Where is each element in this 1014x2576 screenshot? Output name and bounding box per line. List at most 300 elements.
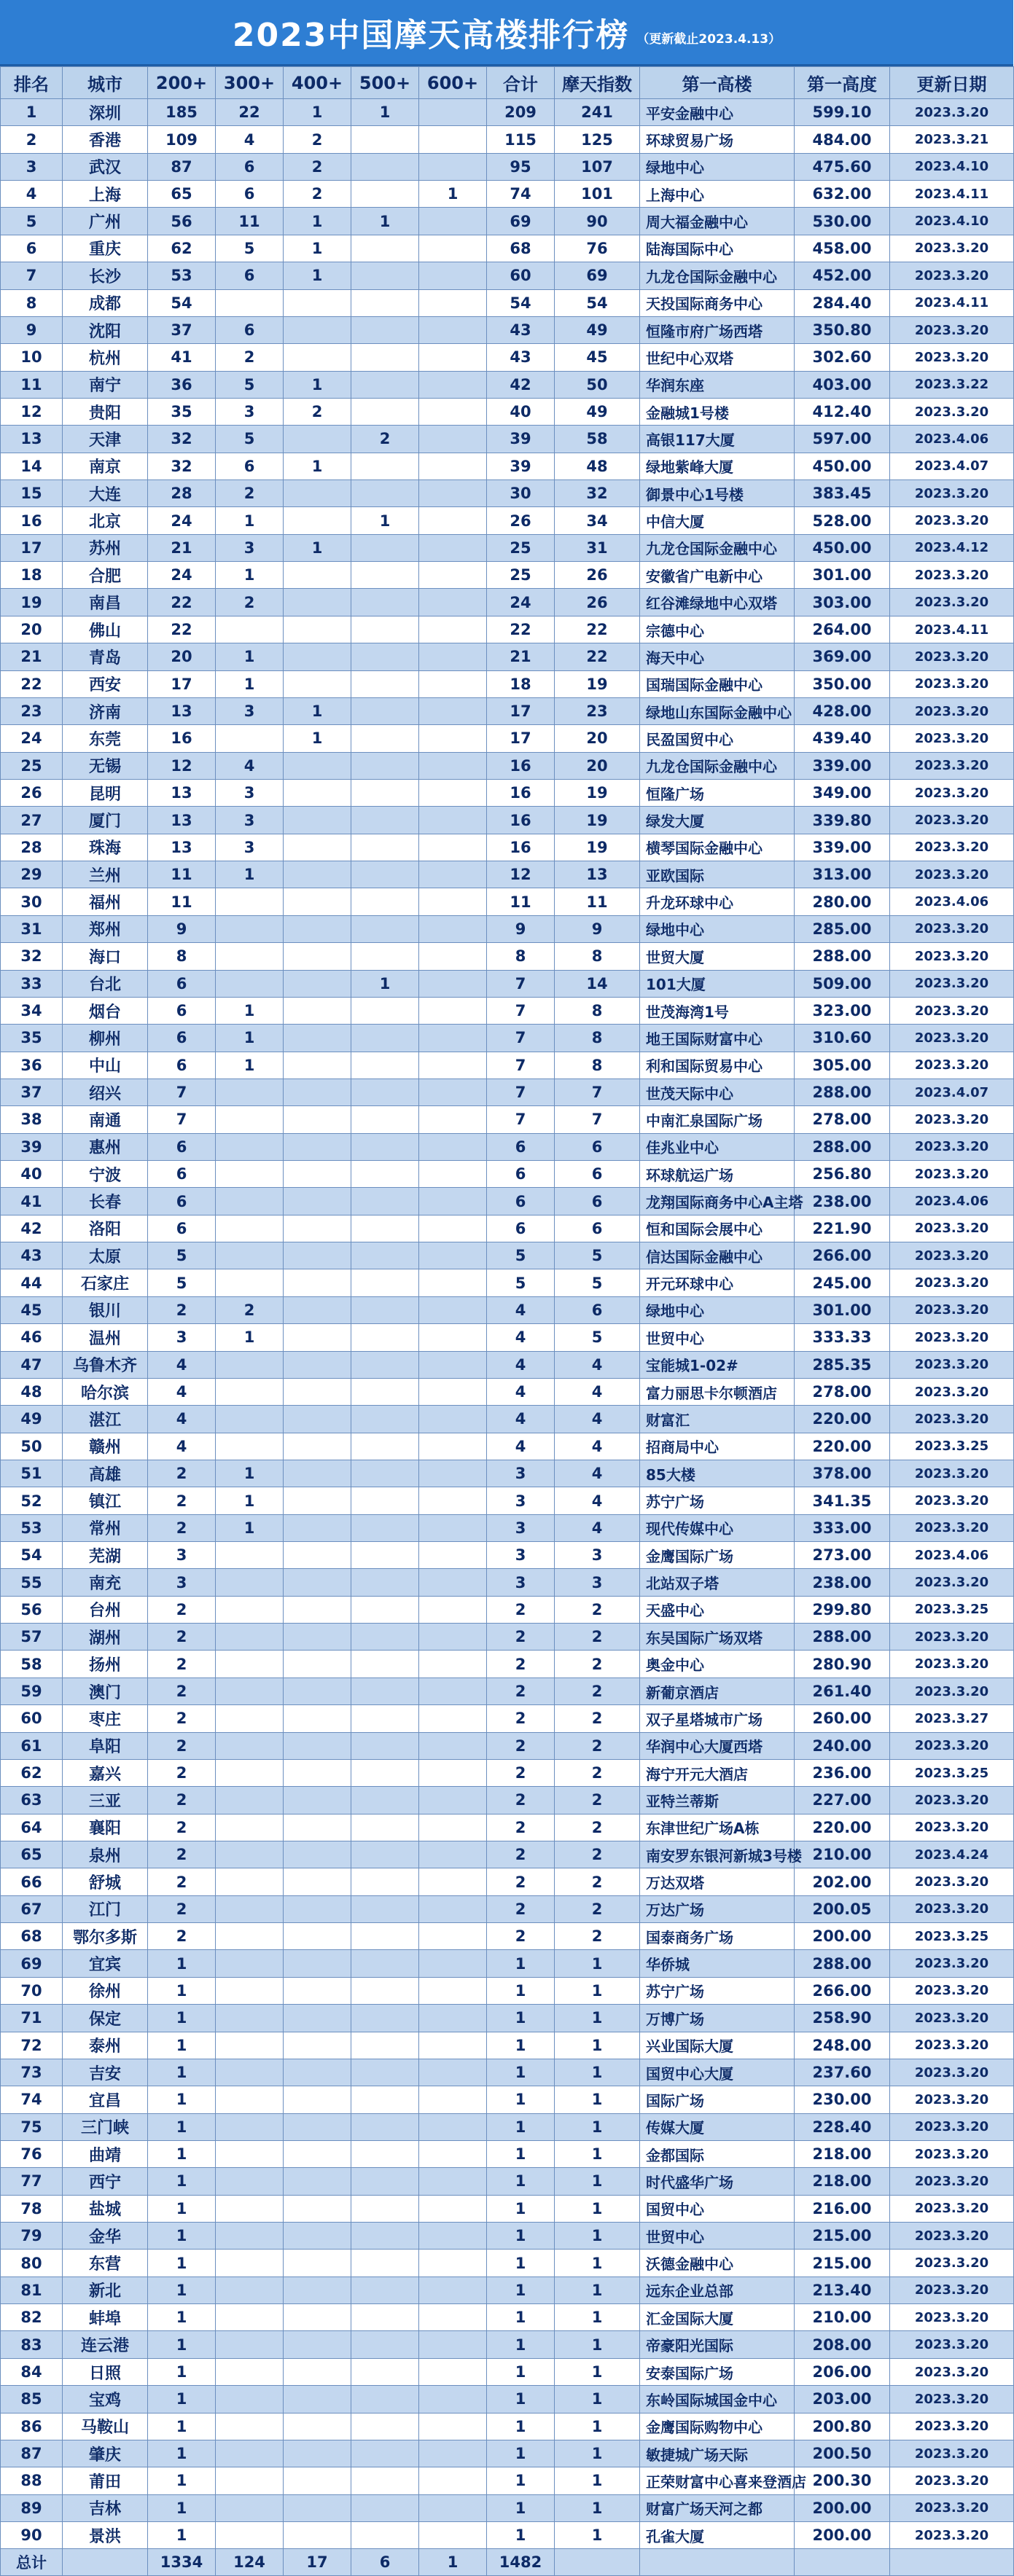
city-cell: 杭州 bbox=[63, 344, 148, 371]
table-row bbox=[1, 1351, 1014, 1378]
count-500-cell bbox=[351, 1460, 419, 1487]
total-cell: 11 bbox=[487, 888, 555, 915]
total-row bbox=[1, 2549, 1014, 2576]
count-600-cell bbox=[419, 643, 487, 670]
date-cell: 2023.3.20 bbox=[890, 970, 1014, 997]
count-400-cell bbox=[284, 589, 351, 616]
total-cell: 2 bbox=[487, 1841, 555, 1868]
table-row bbox=[1, 480, 1014, 507]
total-cell: 2 bbox=[487, 1868, 555, 1895]
city-cell: 南通 bbox=[63, 1106, 148, 1133]
count-600-cell bbox=[419, 861, 487, 888]
city-cell: 惠州 bbox=[63, 1133, 148, 1160]
total-cell: 60 bbox=[487, 262, 555, 289]
count-600-cell bbox=[419, 2195, 487, 2222]
building-cell: 绿地中心 bbox=[640, 1296, 795, 1323]
total-cell: 2 bbox=[487, 1705, 555, 1732]
count-300-cell bbox=[216, 2494, 284, 2521]
total-cell: 4 bbox=[487, 1324, 555, 1351]
count-300-cell: 11 bbox=[216, 208, 284, 235]
building-cell: 民盈国贸中心 bbox=[640, 725, 795, 752]
count-500-cell bbox=[351, 1378, 419, 1405]
total-cell: 16 bbox=[487, 779, 555, 806]
city-cell: 济南 bbox=[63, 697, 148, 724]
ranking-table bbox=[0, 66, 1014, 2576]
height-cell: 218.00 bbox=[795, 2140, 890, 2167]
total-cell: 1 bbox=[487, 2440, 555, 2467]
table-row bbox=[1, 2250, 1014, 2276]
count-300-cell: 1 bbox=[216, 1052, 284, 1078]
table-row bbox=[1, 1923, 1014, 1950]
count-200-cell: 1 bbox=[148, 2059, 216, 2086]
city-cell: 宝鸡 bbox=[63, 2386, 148, 2413]
height-cell: 237.60 bbox=[795, 2059, 890, 2086]
count-300-cell bbox=[216, 2440, 284, 2467]
date-cell: 2023.3.20 bbox=[890, 1787, 1014, 1814]
city-cell: 日照 bbox=[63, 2358, 148, 2385]
count-400-cell bbox=[284, 1269, 351, 1296]
count-400-cell bbox=[284, 2413, 351, 2440]
city-cell: 常州 bbox=[63, 1514, 148, 1541]
count-600-cell bbox=[419, 2386, 487, 2413]
count-600-cell bbox=[419, 2250, 487, 2276]
count-600-cell bbox=[419, 1705, 487, 1732]
date-cell: 2023.3.20 bbox=[890, 1324, 1014, 1351]
count-600-cell bbox=[419, 534, 487, 561]
count-500-cell bbox=[351, 1406, 419, 1433]
count-300-cell bbox=[216, 1977, 284, 2004]
building-cell: 85大楼 bbox=[640, 1460, 795, 1487]
rank-cell: 90 bbox=[1, 2521, 63, 2548]
total-cell: 6 bbox=[487, 1215, 555, 1242]
building-cell: 海天中心 bbox=[640, 643, 795, 670]
count-500-cell bbox=[351, 181, 419, 208]
count-300-cell: 2 bbox=[216, 480, 284, 507]
total-count-600-cell: 1 bbox=[419, 2549, 487, 2576]
count-200-cell: 2 bbox=[148, 1296, 216, 1323]
count-600-cell bbox=[419, 670, 487, 697]
count-500-cell bbox=[351, 480, 419, 507]
rank-cell: 75 bbox=[1, 2113, 63, 2140]
city-cell: 高雄 bbox=[63, 1460, 148, 1487]
count-300-cell bbox=[216, 1378, 284, 1405]
rank-cell: 58 bbox=[1, 1651, 63, 1677]
index-cell: 2 bbox=[555, 1651, 640, 1677]
count-500-cell bbox=[351, 398, 419, 425]
table-row bbox=[1, 2113, 1014, 2140]
building-cell: 沃德金融中心 bbox=[640, 2250, 795, 2276]
count-200-cell: 1 bbox=[148, 2467, 216, 2494]
count-400-cell bbox=[284, 507, 351, 534]
height-cell: 530.00 bbox=[795, 208, 890, 235]
count-600-cell bbox=[419, 235, 487, 262]
height-cell: 458.00 bbox=[795, 235, 890, 262]
count-300-cell bbox=[216, 1895, 284, 1922]
table-row bbox=[1, 1759, 1014, 1786]
count-200-cell: 11 bbox=[148, 888, 216, 915]
count-400-cell bbox=[284, 1351, 351, 1378]
index-cell: 1 bbox=[555, 2386, 640, 2413]
total-cell: 1 bbox=[487, 2168, 555, 2195]
count-600-cell bbox=[419, 2304, 487, 2331]
rank-cell: 70 bbox=[1, 1977, 63, 2004]
total-cell: 30 bbox=[487, 480, 555, 507]
count-200-cell: 22 bbox=[148, 616, 216, 643]
total-count-200-cell: 1334 bbox=[148, 2549, 216, 2576]
count-200-cell: 2 bbox=[148, 1895, 216, 1922]
count-500-cell bbox=[351, 2005, 419, 2032]
table-row bbox=[1, 1651, 1014, 1677]
building-cell: 地王国际财富中心 bbox=[640, 1025, 795, 1052]
rank-cell: 7 bbox=[1, 262, 63, 289]
date-cell: 2023.4.24 bbox=[890, 1841, 1014, 1868]
count-200-cell: 185 bbox=[148, 99, 216, 126]
rank-cell: 51 bbox=[1, 1460, 63, 1487]
count-300-cell bbox=[216, 888, 284, 915]
index-cell: 4 bbox=[555, 1378, 640, 1405]
count-400-cell bbox=[284, 915, 351, 942]
count-400-cell: 1 bbox=[284, 697, 351, 724]
total-cell: 3 bbox=[487, 1569, 555, 1596]
count-300-cell bbox=[216, 2059, 284, 2086]
total-cell: 2 bbox=[487, 1895, 555, 1922]
date-cell: 2023.4.07 bbox=[890, 453, 1014, 479]
height-cell: 213.40 bbox=[795, 2276, 890, 2303]
building-cell: 横琴国际金融中心 bbox=[640, 834, 795, 861]
date-cell: 2023.3.20 bbox=[890, 1514, 1014, 1541]
table-row bbox=[1, 208, 1014, 235]
count-300-cell: 3 bbox=[216, 398, 284, 425]
count-400-cell: 1 bbox=[284, 453, 351, 479]
index-cell: 22 bbox=[555, 643, 640, 670]
count-400-cell bbox=[284, 1759, 351, 1786]
height-cell: 230.00 bbox=[795, 2086, 890, 2113]
total-cell: 1 bbox=[487, 2331, 555, 2358]
height-cell: 215.00 bbox=[795, 2223, 890, 2250]
total-cell: 7 bbox=[487, 1078, 555, 1105]
count-300-cell bbox=[216, 1950, 284, 1977]
total-cell: 5 bbox=[487, 1269, 555, 1296]
count-600-cell bbox=[419, 289, 487, 316]
city-cell: 上海 bbox=[63, 181, 148, 208]
count-300-cell: 5 bbox=[216, 371, 284, 398]
count-400-cell bbox=[284, 2250, 351, 2276]
count-300-cell: 6 bbox=[216, 316, 284, 343]
count-200-cell: 53 bbox=[148, 262, 216, 289]
height-cell: 428.00 bbox=[795, 697, 890, 724]
count-300-cell: 1 bbox=[216, 643, 284, 670]
rank-cell: 22 bbox=[1, 670, 63, 697]
building-cell: 富力丽思卡尔顿酒店 bbox=[640, 1378, 795, 1405]
date-cell: 2023.3.20 bbox=[890, 1296, 1014, 1323]
count-400-cell bbox=[284, 1732, 351, 1759]
count-300-cell bbox=[216, 1868, 284, 1895]
count-500-cell bbox=[351, 1677, 419, 1704]
count-600-cell bbox=[419, 1215, 487, 1242]
table-row bbox=[1, 779, 1014, 806]
count-600-cell bbox=[419, 807, 487, 834]
rank-cell: 87 bbox=[1, 2440, 63, 2467]
count-500-cell bbox=[351, 752, 419, 779]
building-cell: 红谷滩绿地中心双塔 bbox=[640, 589, 795, 616]
total-cell: 2 bbox=[487, 1923, 555, 1950]
count-300-cell: 3 bbox=[216, 807, 284, 834]
date-cell: 2023.4.06 bbox=[890, 426, 1014, 453]
count-300-cell bbox=[216, 1406, 284, 1433]
index-cell: 1 bbox=[555, 2250, 640, 2276]
table-row bbox=[1, 2086, 1014, 2113]
table-row bbox=[1, 725, 1014, 752]
building-cell: 远东企业总部 bbox=[640, 2276, 795, 2303]
count-300-cell bbox=[216, 2113, 284, 2140]
height-cell: 280.00 bbox=[795, 888, 890, 915]
date-cell: 2023.3.20 bbox=[890, 943, 1014, 970]
count-600-cell bbox=[419, 2413, 487, 2440]
count-600-cell bbox=[419, 1324, 487, 1351]
count-500-cell: 1 bbox=[351, 208, 419, 235]
index-cell: 5 bbox=[555, 1324, 640, 1351]
total-cell: 7 bbox=[487, 1052, 555, 1078]
count-400-cell bbox=[284, 344, 351, 371]
index-cell: 4 bbox=[555, 1487, 640, 1514]
table-row bbox=[1, 235, 1014, 262]
index-cell: 3 bbox=[555, 1569, 640, 1596]
count-500-cell bbox=[351, 861, 419, 888]
height-cell: 202.00 bbox=[795, 1868, 890, 1895]
count-200-cell: 1 bbox=[148, 2331, 216, 2358]
count-300-cell bbox=[216, 1161, 284, 1188]
date-cell: 2023.4.11 bbox=[890, 616, 1014, 643]
count-400-cell bbox=[284, 2005, 351, 2032]
count-200-cell: 4 bbox=[148, 1378, 216, 1405]
height-cell: 227.00 bbox=[795, 1787, 890, 1814]
city-cell: 太原 bbox=[63, 1242, 148, 1269]
building-cell: 恒隆市府广场西塔 bbox=[640, 316, 795, 343]
count-500-cell bbox=[351, 2331, 419, 2358]
date-cell: 2023.3.20 bbox=[890, 344, 1014, 371]
count-200-cell: 2 bbox=[148, 1868, 216, 1895]
city-cell: 柳州 bbox=[63, 1025, 148, 1052]
date-cell: 2023.3.20 bbox=[890, 1106, 1014, 1133]
column-header-rank: 排名 bbox=[1, 67, 63, 99]
total-cell: 3 bbox=[487, 1514, 555, 1541]
index-cell: 1 bbox=[555, 2140, 640, 2167]
date-cell: 2023.4.10 bbox=[890, 208, 1014, 235]
city-cell: 北京 bbox=[63, 507, 148, 534]
rank-cell: 73 bbox=[1, 2059, 63, 2086]
count-200-cell: 1 bbox=[148, 2032, 216, 2059]
table-row bbox=[1, 1133, 1014, 1160]
city-cell: 蚌埠 bbox=[63, 2304, 148, 2331]
building-cell: 环球贸易广场 bbox=[640, 126, 795, 153]
index-cell: 241 bbox=[555, 99, 640, 126]
table-row bbox=[1, 1269, 1014, 1296]
count-500-cell bbox=[351, 643, 419, 670]
count-600-cell bbox=[419, 507, 487, 534]
column-header-city: 城市 bbox=[63, 67, 148, 99]
rank-cell: 21 bbox=[1, 643, 63, 670]
building-cell: 绿地紫峰大厦 bbox=[640, 453, 795, 479]
height-cell: 260.00 bbox=[795, 1705, 890, 1732]
city-cell: 镇江 bbox=[63, 1487, 148, 1514]
count-500-cell bbox=[351, 1868, 419, 1895]
date-cell: 2023.4.11 bbox=[890, 289, 1014, 316]
count-400-cell bbox=[284, 2521, 351, 2548]
count-400-cell bbox=[284, 2304, 351, 2331]
count-200-cell: 2 bbox=[148, 1732, 216, 1759]
index-cell: 2 bbox=[555, 1814, 640, 1841]
total-cell: 4 bbox=[487, 1378, 555, 1405]
height-cell: 288.00 bbox=[795, 1624, 890, 1651]
height-cell: 509.00 bbox=[795, 970, 890, 997]
table-row bbox=[1, 2386, 1014, 2413]
count-300-cell: 3 bbox=[216, 834, 284, 861]
city-cell: 景洪 bbox=[63, 2521, 148, 2548]
building-cell: 财富广场天河之都 bbox=[640, 2494, 795, 2521]
count-200-cell: 1 bbox=[148, 2494, 216, 2521]
city-cell: 舒城 bbox=[63, 1868, 148, 1895]
count-400-cell bbox=[284, 2059, 351, 2086]
index-cell: 3 bbox=[555, 1542, 640, 1569]
table-row bbox=[1, 888, 1014, 915]
count-600-cell bbox=[419, 262, 487, 289]
date-cell: 2023.3.20 bbox=[890, 1624, 1014, 1651]
table-row bbox=[1, 2032, 1014, 2059]
count-200-cell: 28 bbox=[148, 480, 216, 507]
index-cell: 2 bbox=[555, 1624, 640, 1651]
count-200-cell: 8 bbox=[148, 943, 216, 970]
count-600-cell bbox=[419, 2140, 487, 2167]
total-cell: 2 bbox=[487, 1596, 555, 1623]
total-cell: 1 bbox=[487, 2467, 555, 2494]
count-500-cell bbox=[351, 1814, 419, 1841]
count-200-cell: 1 bbox=[148, 1977, 216, 2004]
rank-cell: 4 bbox=[1, 181, 63, 208]
total-cell: 1 bbox=[487, 2086, 555, 2113]
date-cell: 2023.3.20 bbox=[890, 1651, 1014, 1677]
city-cell: 昆明 bbox=[63, 779, 148, 806]
rank-cell: 76 bbox=[1, 2140, 63, 2167]
city-cell: 南充 bbox=[63, 1569, 148, 1596]
count-500-cell bbox=[351, 2494, 419, 2521]
rank-cell: 86 bbox=[1, 2413, 63, 2440]
count-600-cell bbox=[419, 1514, 487, 1541]
height-cell: 339.00 bbox=[795, 752, 890, 779]
table-row bbox=[1, 2413, 1014, 2440]
height-cell: 240.00 bbox=[795, 1732, 890, 1759]
index-cell: 1 bbox=[555, 2494, 640, 2521]
index-cell: 48 bbox=[555, 453, 640, 479]
height-cell: 313.00 bbox=[795, 861, 890, 888]
table-row bbox=[1, 1514, 1014, 1541]
building-cell: 金鹰国际广场 bbox=[640, 1542, 795, 1569]
height-cell: 303.00 bbox=[795, 589, 890, 616]
index-cell: 8 bbox=[555, 943, 640, 970]
count-500-cell bbox=[351, 915, 419, 942]
height-cell: 333.00 bbox=[795, 1514, 890, 1541]
rank-cell: 25 bbox=[1, 752, 63, 779]
total-cell: 1 bbox=[487, 2386, 555, 2413]
height-cell: 220.00 bbox=[795, 1406, 890, 1433]
date-cell: 2023.3.20 bbox=[890, 1677, 1014, 1704]
height-cell: 339.80 bbox=[795, 807, 890, 834]
count-500-cell bbox=[351, 1296, 419, 1323]
rank-cell: 85 bbox=[1, 2386, 63, 2413]
count-300-cell bbox=[216, 1814, 284, 1841]
date-cell: 2023.3.20 bbox=[890, 1133, 1014, 1160]
count-600-cell bbox=[419, 2059, 487, 2086]
rank-cell: 59 bbox=[1, 1677, 63, 1704]
index-cell: 49 bbox=[555, 316, 640, 343]
count-600-cell bbox=[419, 1188, 487, 1215]
table-row bbox=[1, 2005, 1014, 2032]
rank-cell: 29 bbox=[1, 861, 63, 888]
total-cell: 18 bbox=[487, 670, 555, 697]
total-cell: 6 bbox=[487, 1161, 555, 1188]
count-400-cell bbox=[284, 1705, 351, 1732]
city-cell: 宜昌 bbox=[63, 2086, 148, 2113]
total-cell: 1 bbox=[487, 2413, 555, 2440]
count-500-cell bbox=[351, 807, 419, 834]
city-cell: 枣庄 bbox=[63, 1705, 148, 1732]
city-cell: 成都 bbox=[63, 289, 148, 316]
table-row bbox=[1, 1378, 1014, 1405]
count-500-cell: 1 bbox=[351, 99, 419, 126]
city-cell: 西宁 bbox=[63, 2168, 148, 2195]
total-cell: 7 bbox=[487, 1106, 555, 1133]
count-400-cell bbox=[284, 2331, 351, 2358]
total-cell: 40 bbox=[487, 398, 555, 425]
index-cell: 19 bbox=[555, 807, 640, 834]
count-500-cell bbox=[351, 697, 419, 724]
column-header-index: 摩天指数 bbox=[555, 67, 640, 99]
count-400-cell bbox=[284, 752, 351, 779]
table-row bbox=[1, 2331, 1014, 2358]
height-cell: 220.00 bbox=[795, 1814, 890, 1841]
city-cell: 台北 bbox=[63, 970, 148, 997]
count-200-cell: 1 bbox=[148, 2086, 216, 2113]
table-row bbox=[1, 1732, 1014, 1759]
date-cell: 2023.3.20 bbox=[890, 480, 1014, 507]
rank-cell: 16 bbox=[1, 507, 63, 534]
count-400-cell bbox=[284, 2223, 351, 2250]
rank-cell: 41 bbox=[1, 1188, 63, 1215]
count-600-cell bbox=[419, 2358, 487, 2385]
height-cell: 302.60 bbox=[795, 344, 890, 371]
city-cell: 银川 bbox=[63, 1296, 148, 1323]
table-row bbox=[1, 1078, 1014, 1105]
count-500-cell bbox=[351, 1242, 419, 1269]
date-cell: 2023.3.20 bbox=[890, 1025, 1014, 1052]
index-cell: 6 bbox=[555, 1133, 640, 1160]
count-300-cell bbox=[216, 1133, 284, 1160]
count-400-cell bbox=[284, 2168, 351, 2195]
index-cell: 22 bbox=[555, 616, 640, 643]
building-cell: 信达国际金融中心 bbox=[640, 1242, 795, 1269]
building-cell: 金都国际 bbox=[640, 2140, 795, 2167]
count-200-cell: 5 bbox=[148, 1242, 216, 1269]
date-cell: 2023.3.20 bbox=[890, 1351, 1014, 1378]
count-400-cell bbox=[284, 1542, 351, 1569]
height-cell: 350.80 bbox=[795, 316, 890, 343]
count-300-cell bbox=[216, 2168, 284, 2195]
count-600-cell bbox=[419, 1460, 487, 1487]
date-cell: 2023.3.20 bbox=[890, 2358, 1014, 2385]
building-cell: 时代盛华广场 bbox=[640, 2168, 795, 2195]
date-cell: 2023.3.27 bbox=[890, 1705, 1014, 1732]
count-600-cell bbox=[419, 1052, 487, 1078]
count-600-cell bbox=[419, 1596, 487, 1623]
